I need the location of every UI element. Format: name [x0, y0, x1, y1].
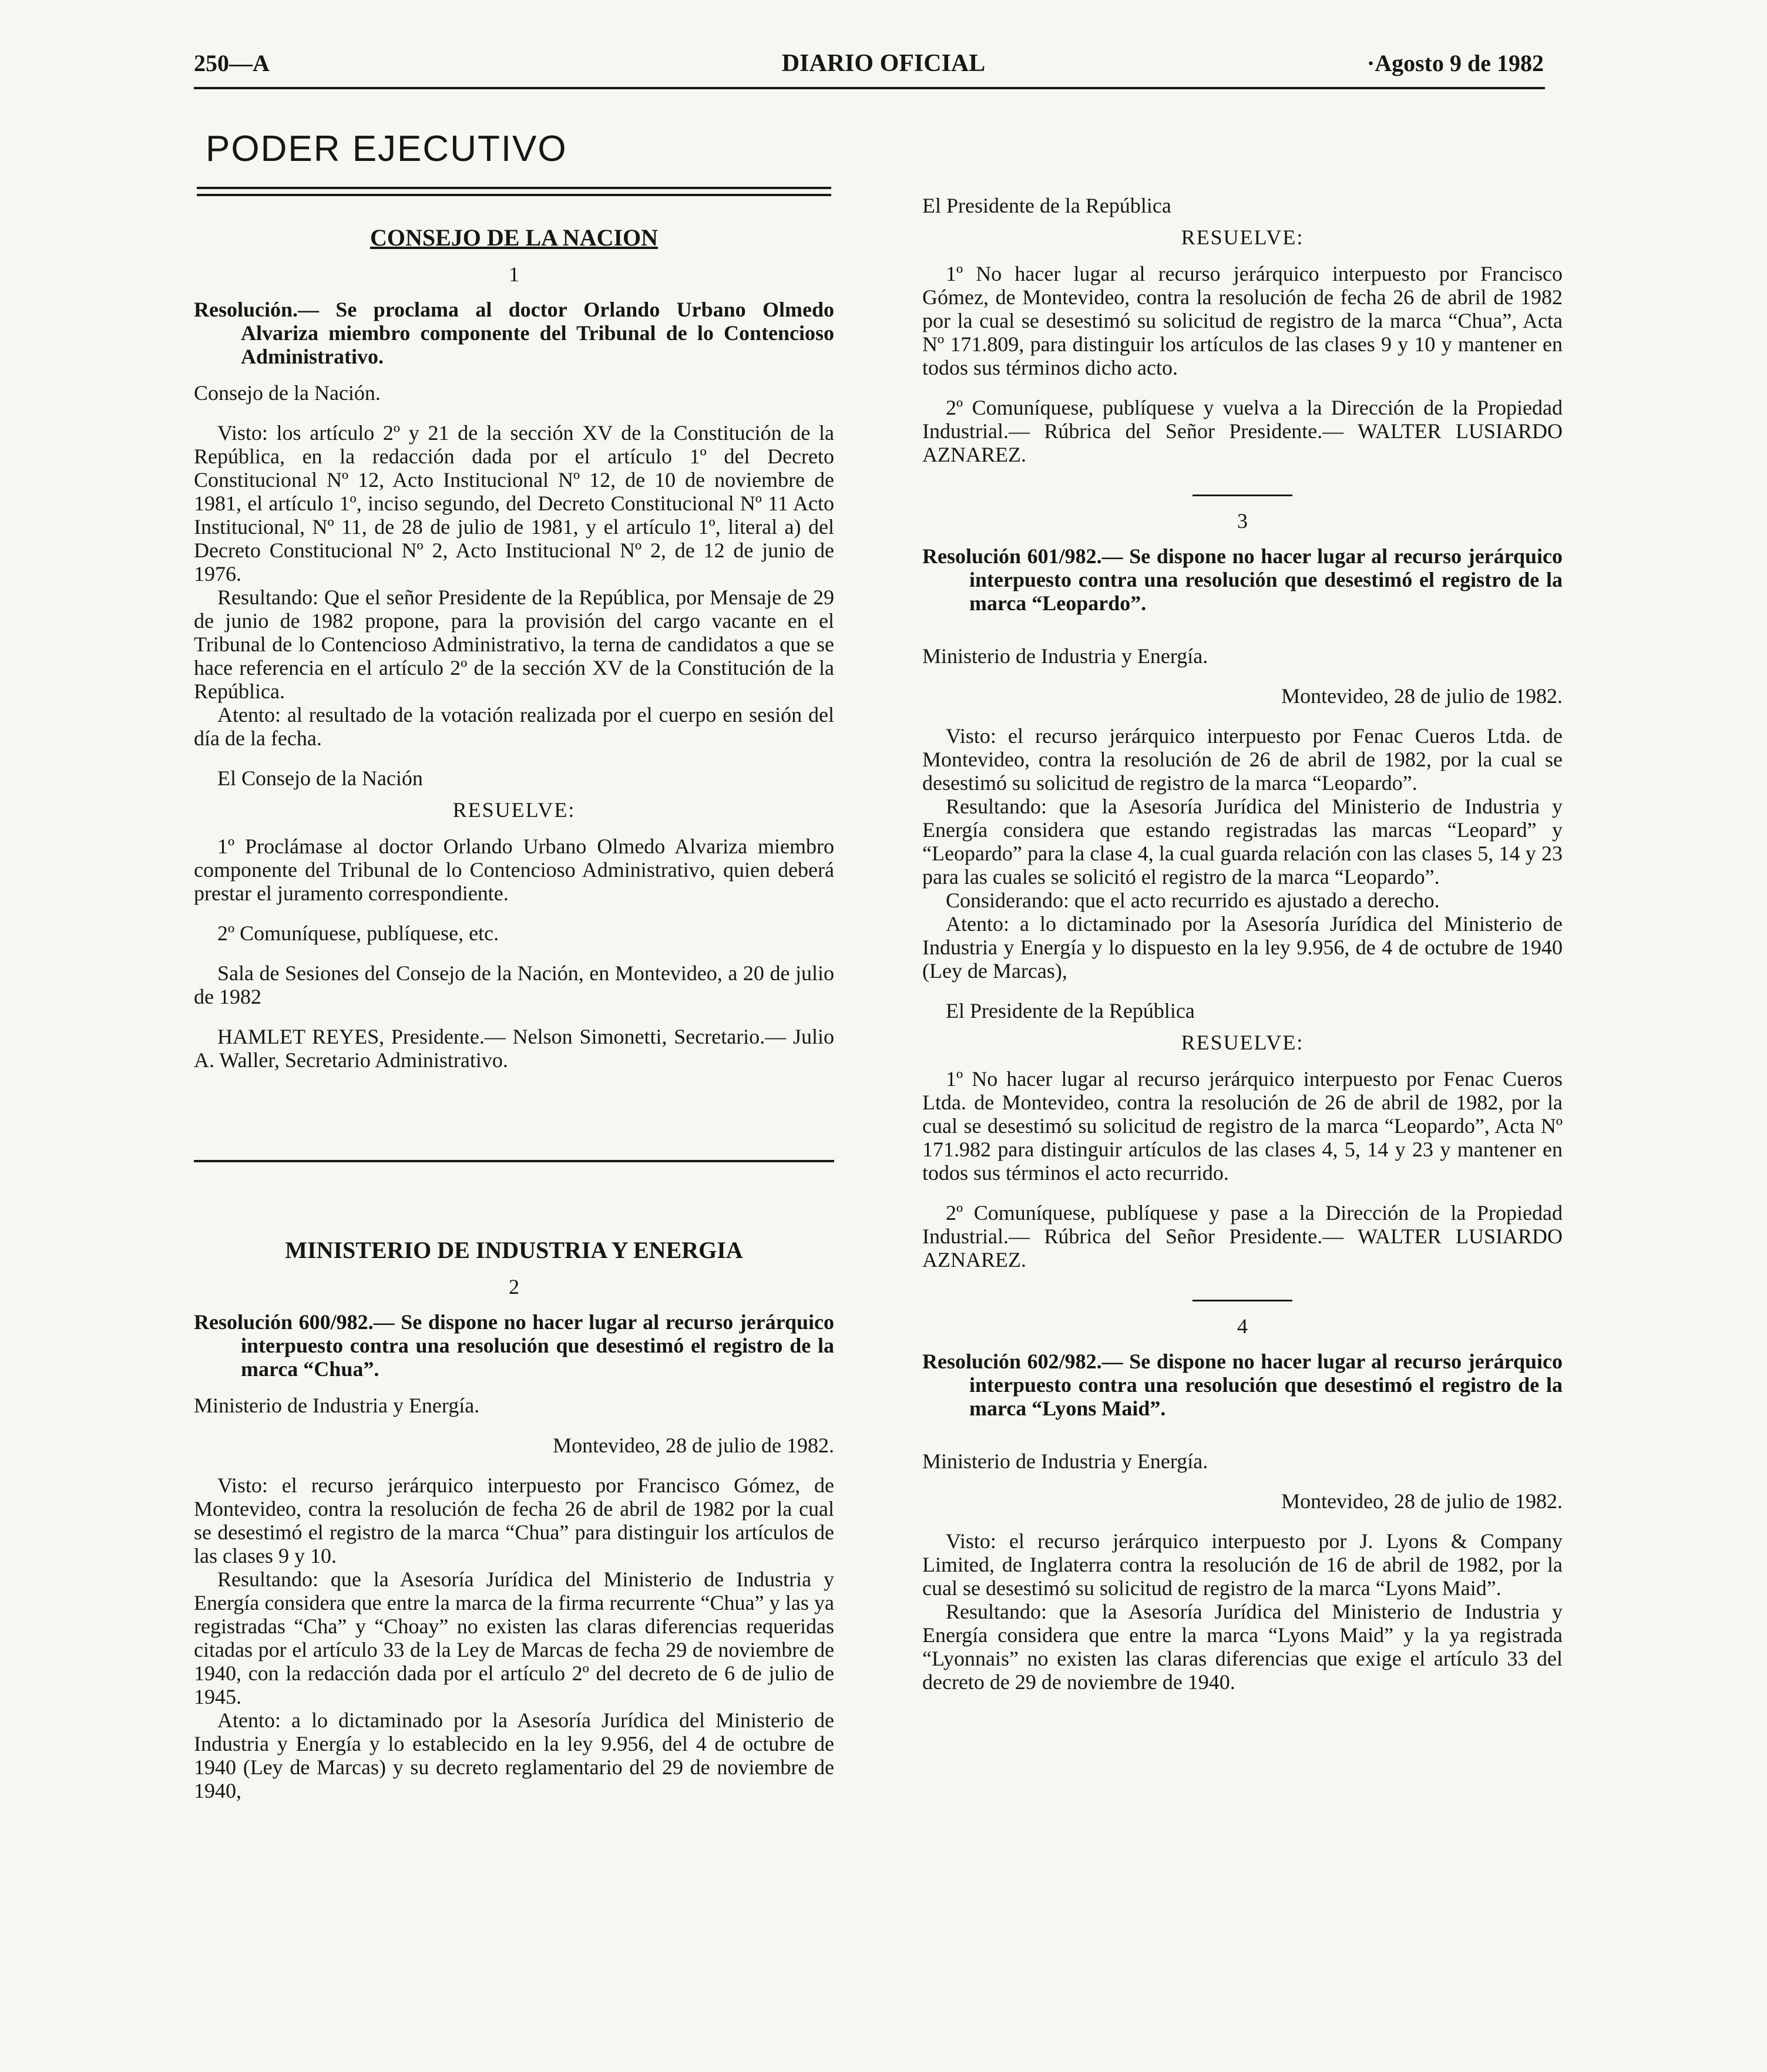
- resultando-paragraph: Resultando: que la Asesoría Jurídica del Ministerio de Industria y Energía considera que entre la marca de la firma recurrente “Chua” y las ya registradas “Cha” y “Choay” no existen las claras diferencias requeridas citadas por el artículo 33 de la Ley de Marcas de fecha 29 de noviembre de 1940, con la redacción dada por el artículo 2º del decreto de 6 de julio de 1945.: [194, 1568, 834, 1708]
- resolution-title: Resolución.— Se proclama al doctor Orlando Urbano Olmedo Alvariza miembro componente del Tribunal de lo Contencioso Administrativo.: [194, 298, 834, 368]
- section-title: PODER EJECUTIVO: [206, 129, 567, 169]
- visto-paragraph: Visto: el recurso jerárquico interpuesto por J. Lyons & Company Limited, de Inglaterra contra la resolución de 16 de abril de 1982, por la cual se desestimó su solicitud de registro de la marca “Lyons Maid”.: [922, 1529, 1563, 1600]
- issuer: Consejo de la Nación.: [194, 381, 381, 405]
- resultando-paragraph: Resultando: que la Asesoría Jurídica del Ministerio de Industria y Energía considera que entre la marca “Lyons Maid” y la ya registrada “Lyonnais” no existen las claras diferencias que exige el artículo 33 del decreto de 29 de noviembre de 1940.: [922, 1600, 1563, 1694]
- signatures: HAMLET REYES, Presidente.— Nelson Simonetti, Secretario.— Julio A. Waller, Secretario Administrativo.: [194, 1025, 834, 1072]
- resolution-title: Resolución 602/982.— Se dispone no hacer lugar al recurso jerárquico interpuesto contra una resolución que desestimó el registro de la marca “Lyons Maid”.: [922, 1350, 1563, 1420]
- section-double-rule: [197, 187, 831, 196]
- authority: El Presidente de la República: [922, 194, 1171, 217]
- visto-paragraph: Visto: los artículo 2º y 21 de la sección XV de la Constitución de la República, en la redacción dada por el artículo 1º del Decreto Constitucional Nº 12, Acto Institucional Nº 12, de 10 de noviembre de 1981, el artículo 1º, inciso segundo, del Decreto Constitucional Nº 11 Acto Institucional, Nº 11, de 28 de julio de 1981, y el artículo 1º, literal a) del Decreto Constitucional Nº 2, Acto Institucional Nº 2, de 12 de junio de 1976.: [194, 421, 834, 586]
- authority: El Presidente de la República: [946, 999, 1195, 1022]
- resolution-number: 3: [1237, 509, 1248, 533]
- resuelve-heading: RESUELVE:: [1181, 1031, 1304, 1054]
- resolution-number: 4: [1237, 1314, 1248, 1338]
- resolution-number: 2: [509, 1275, 519, 1299]
- resultando-paragraph: Resultando: Que el señor Presidente de la República, por Mensaje de 29 de junio de 1982 propone, para la provisión del cargo vacante en el Tribunal de lo Contencioso Administrativo, la terna de candidatos a que se hace referencia en el artículo 2º de la sección XV de la Constitución de la República.: [194, 586, 834, 703]
- atento-paragraph: Atento: a lo dictaminado por la Asesoría Jurídica del Ministerio de Industria y Energía y lo dispuesto en la ley 9.956, de 4 de octubre de 1940 (Ley de Marcas),: [922, 912, 1563, 983]
- place-date: Montevideo, 28 de julio de 1982.: [1281, 1489, 1563, 1513]
- resultando-paragraph: Resultando: que la Asesoría Jurídica del Ministerio de Industria y Energía considera que estando registradas las marcas “Leopard” y “Leopardo” para la clase 4, la cual guarda relación con las clases 5, 14 y 23 para las cuales se solicitó el registro de la marca “Leopardo”.: [922, 795, 1563, 889]
- resolve-item-1: 1º No hacer lugar al recurso jerárquico interpuesto por Francisco Gómez, de Montevideo, contra la resolución de fecha 26 de abril de 1982 por la cual se desestimó su solicitud de registro de la marca “Chua”, Acta Nº 171.809, para distinguir los artículos de las clases 9 y 10 y mantener en todos sus términos dicho acto.: [922, 262, 1563, 379]
- resolve-item-2: 2º Comuníquese, publíquese y pase a la Dirección de la Propiedad Industrial.— Rúbrica del Señor Presidente.— WALTER LUSIARDO AZNAREZ.: [922, 1201, 1563, 1272]
- resolve-item-1: 1º Proclámase al doctor Orlando Urbano Olmedo Alvariza miembro componente del Tribunal de lo Contencioso Administrativo, quien deberá prestar el juramento correspondiente.: [194, 835, 834, 905]
- place-date: Montevideo, 28 de julio de 1982.: [553, 1434, 834, 1457]
- place-date: Montevideo, 28 de julio de 1982.: [1281, 684, 1563, 708]
- resuelve-heading: RESUELVE:: [1181, 226, 1304, 249]
- atento-paragraph: Atento: a lo dictaminado por la Asesoría Jurídica del Ministerio de Industria y Energía y lo establecido en la ley 9.956, del 4 de octubre de 1940 (Ley de Marcas) y su decreto reglamentario del 29 de noviembre de 1940,: [194, 1708, 834, 1802]
- resolution-title: Resolución 601/982.— Se dispone no hacer lugar al recurso jerárquico interpuesto contra una resolución que desestimó el registro de la marca “Leopardo”.: [922, 544, 1563, 615]
- resolve-item-1: 1º No hacer lugar al recurso jerárquico interpuesto por Fenac Cueros Ltda. de Montevideo, contra la resolución de 26 de abril de 1982, por la cual se desestimó su solicitud de registro de la marca “Leopardo”, Acta Nº 171.982 para distinguir artículos de las clases 4, 5, 14 y 23 y mantener en todos sus términos el acto recurrido.: [922, 1067, 1563, 1185]
- considerando-paragraph: Considerando: que el acto recurrido es ajustado a derecho.: [946, 889, 1440, 912]
- issuer: Ministerio de Industria y Energía.: [194, 1394, 480, 1417]
- org-heading-ministerio: MINISTERIO DE INDUSTRIA Y ENERGIA: [285, 1237, 743, 1263]
- visto-paragraph: Visto: el recurso jerárquico interpuesto por Fenac Cueros Ltda. de Montevideo, contra la resolución de 26 de abril de 1982, por la cual se desestimó su solicitud de registro de la marca “Leopardo”.: [922, 724, 1563, 795]
- resolution-separator: [1192, 495, 1292, 496]
- publication-name: DIARIO OFICIAL: [781, 50, 986, 77]
- resolve-item-2: 2º Comuníquese, publíquese, etc.: [217, 921, 499, 945]
- resolution-number: 1: [509, 263, 519, 286]
- visto-paragraph: Visto: el recurso jerárquico interpuesto por Francisco Gómez, de Montevideo, contra la resolución de fecha 26 de abril de 1982 por la cual se desestimó el registro de la marca “Chua” para distinguir los artículos de las clases 9 y 10.: [194, 1474, 834, 1568]
- resuelve-heading: RESUELVE:: [452, 798, 576, 822]
- resolution-title: Resolución 600/982.— Se dispone no hacer lugar al recurso jerárquico interpuesto contra una resolución que desestimó el registro de la marca “Chua”.: [194, 1310, 834, 1381]
- right-column: [922, 194, 1563, 1694]
- atento-paragraph: Atento: al resultado de la votación realizada por el cuerpo en sesión del día de la fecha.: [194, 703, 834, 750]
- issuer: Ministerio de Industria y Energía.: [922, 644, 1208, 668]
- page-number: 250—A: [194, 50, 270, 76]
- resolve-item-2: 2º Comuníquese, publíquese y vuelva a la Dirección de la Propiedad Industrial.— Rúbrica del Señor Presidente.— WALTER LUSIARDO AZNAREZ.: [922, 396, 1563, 466]
- resolution-separator: [1192, 1300, 1292, 1301]
- authority: El Consejo de la Nación: [217, 766, 423, 790]
- issue-date: ·Agosto 9 de 1982: [1366, 50, 1544, 76]
- header-rule: [194, 87, 1545, 89]
- org-heading-consejo: CONSEJO DE LA NACION: [369, 224, 659, 251]
- sala-paragraph: Sala de Sesiones del Consejo de la Nación, en Montevideo, a 20 de julio de 1982: [194, 961, 834, 1008]
- left-column: [194, 226, 834, 1802]
- issuer: Ministerio de Industria y Energía.: [922, 1449, 1208, 1473]
